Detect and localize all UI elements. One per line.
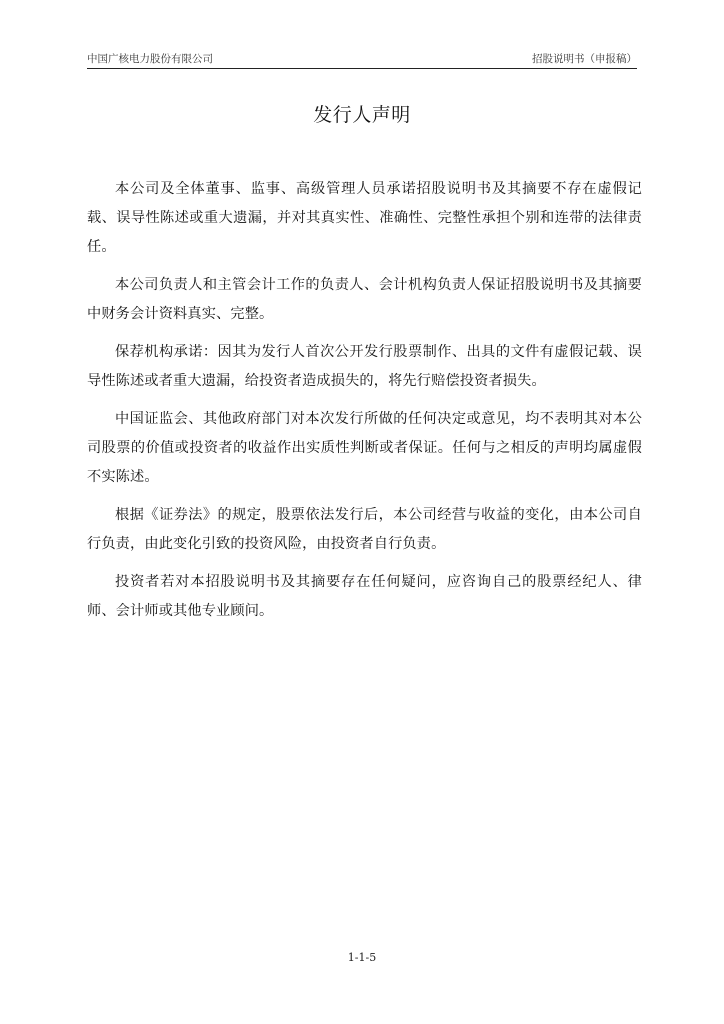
page-header xyxy=(87,48,637,69)
declaration-paragraph: 投资者若对本招股说明书及其摘要存在任何疑问，应咨询自己的股票经纪人、律师、会计师或其他专业顾问。 xyxy=(87,574,642,619)
header-company-name: 中国广核电力股份有限公司 xyxy=(87,53,213,65)
declaration-body xyxy=(87,175,642,635)
declaration-paragraph: 中国证监会、其他政府部门对本次发行所做的任何决定或意见，均不表明其对本公司股票的价值或投资者的收益作出实质性判断或者保证。任何与之相反的声明均属虚假不实陈述。 xyxy=(87,411,642,485)
declaration-paragraph: 根据《证券法》的规定，股票依法发行后，本公司经营与收益的变化，由本公司自行负责，由此变化引致的投资风险，由投资者自行负责。 xyxy=(87,507,642,552)
declaration-paragraph: 本公司负责人和主管会计工作的负责人、会计机构负责人保证招股说明书及其摘要中财务会计资料真实、完整。 xyxy=(87,277,642,322)
declaration-paragraph: 本公司及全体董事、监事、高级管理人员承诺招股说明书及其摘要不存在虚假记载、误导性陈述或重大遗漏，并对其真实性、准确性、完整性承担个别和连带的法律责任。 xyxy=(87,181,642,255)
page-title: 发行人声明 xyxy=(313,104,411,126)
page-number: 1-1-5 xyxy=(347,951,377,964)
header-document-type: 招股说明书（申报稿） xyxy=(532,53,637,65)
declaration-paragraph: 保荐机构承诺：因其为发行人首次公开发行股票制作、出具的文件有虚假记载、误导性陈述或者重大遗漏，给投资者造成损失的，将先行赔偿投资者损失。 xyxy=(87,344,642,389)
